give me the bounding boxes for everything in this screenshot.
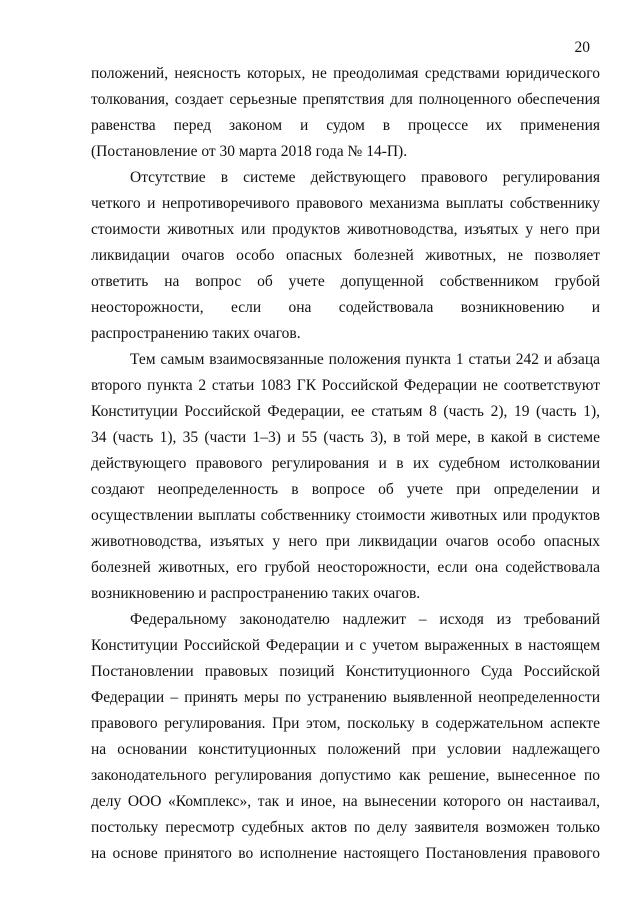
text-line: возникновению и распространению таких очагов. bbox=[91, 585, 421, 602]
text-line: делу ООО «Комплекс», так и иное, на вынесении которого он настаивал, bbox=[91, 793, 600, 810]
page-number: 20 bbox=[574, 39, 590, 56]
text-line: Федерации – принять меры по устранению выявленной неопределенности bbox=[91, 689, 600, 706]
body-text bbox=[91, 61, 600, 867]
text-line: на основании конституционных положений при условии надлежащего bbox=[91, 741, 600, 758]
text-line: положений, неясность которых, не преодолимая средствами юридического bbox=[91, 65, 600, 82]
text-line: болезней животных, его грубой неосторожности, если она содействовала bbox=[91, 559, 600, 576]
text-line: второго пункта 2 статьи 1083 ГК Российской Федерации не соответствуют bbox=[91, 377, 600, 394]
text-line: правового регулирования. При этом, поскольку в содержательном аспекте bbox=[91, 715, 600, 732]
text-line: стоимости животных или продуктов животноводства, изъятых у него при bbox=[91, 221, 600, 238]
paragraph-first-line: Отсутствие в системе действующего правового регулирования bbox=[130, 169, 600, 186]
text-line: на основе принятого во исполнение настоящего Постановления правового bbox=[91, 845, 600, 862]
text-line: распространению таких очагов. bbox=[91, 325, 301, 342]
text-line: неосторожности, если она содействовала возникновению и bbox=[91, 299, 600, 316]
text-line: (Постановление от 30 марта 2018 года № 14-П). bbox=[91, 143, 408, 160]
text-line: ответить на вопрос об учете допущенной собственником грубой bbox=[91, 273, 600, 290]
text-line: осуществлении выплаты собственнику стоимости животных или продуктов bbox=[91, 507, 600, 524]
text-line: создают неопределенность в вопросе об учете при определении и bbox=[91, 481, 600, 498]
paragraph-first-line: Федеральному законодателю надлежит – исходя из требований bbox=[130, 611, 600, 628]
text-line: Постановлении правовых позиций Конституционного Суда Российской bbox=[91, 663, 600, 680]
text-line: постольку пересмотр судебных актов по делу заявителя возможен только bbox=[91, 819, 600, 836]
paragraph-first-line: Тем самым взаимосвязанные положения пункта 1 статьи 242 и абзаца bbox=[130, 351, 600, 368]
text-line: 34 (часть 1), 35 (части 1–3) и 55 (часть 3), в той мере, в какой в системе bbox=[91, 429, 600, 446]
text-line: законодательного регулирования допустимо как решение, вынесенное по bbox=[91, 767, 600, 784]
text-line: животноводства, изъятых у него при ликвидации очагов особо опасных bbox=[91, 533, 600, 550]
text-line: Конституции Российской Федерации и с учетом выраженных в настоящем bbox=[91, 637, 600, 654]
text-line: четкого и непротиворечивого правового механизма выплаты собственнику bbox=[91, 195, 600, 212]
text-line: толкования, создает серьезные препятствия для полноценного обеспечения bbox=[91, 91, 600, 108]
text-line: Конституции Российской Федерации, ее статьям 8 (часть 2), 19 (часть 1), bbox=[91, 403, 600, 420]
text-line: равенства перед законом и судом в процессе их применения bbox=[91, 117, 600, 134]
text-line: действующего правового регулирования и в их судебном истолковании bbox=[91, 455, 600, 472]
text-line: ликвидации очагов особо опасных болезней животных, не позволяет bbox=[91, 247, 600, 264]
